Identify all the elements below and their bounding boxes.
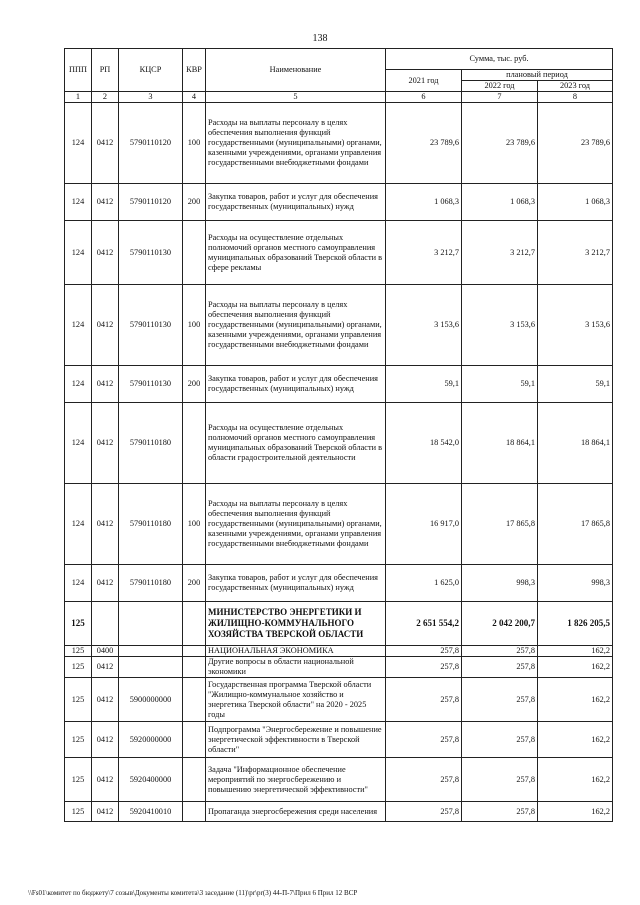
table-row: [65, 722, 613, 758]
rp-cell: 0412: [92, 802, 119, 822]
kvr-cell: 100: [183, 103, 206, 184]
rp-cell: 0412: [92, 403, 119, 484]
kvr-cell: 100: [183, 484, 206, 565]
amount-2021-cell: 16 917,0: [386, 484, 462, 565]
amount-2023-cell: 162,2: [538, 758, 613, 802]
amount-2023-cell: 18 864,1: [538, 403, 613, 484]
table-row: [65, 565, 613, 602]
kvr-cell: 200: [183, 366, 206, 403]
column-number: 6: [386, 92, 462, 103]
kcsr-cell: [119, 657, 183, 678]
ppp-cell: 124: [65, 484, 92, 565]
name-cell: Другие вопросы в области национальной экономики: [206, 657, 386, 678]
ppp-cell: 125: [65, 678, 92, 722]
column-number: 7: [462, 92, 538, 103]
ppp-cell: 125: [65, 802, 92, 822]
rp-cell: 0412: [92, 103, 119, 184]
name-cell: Закупка товаров, работ и услуг для обеспечения государственных (муниципальных) нужд: [206, 366, 386, 403]
kvr-cell: [183, 802, 206, 822]
name-cell: Задача "Информационное обеспечение мероприятий по энергосбережению и повышению энергетической эффективности": [206, 758, 386, 802]
header-2023: 2023 год: [538, 81, 613, 92]
amount-2021-cell: 18 542,0: [386, 403, 462, 484]
amount-2021-cell: 3 153,6: [386, 285, 462, 366]
table-row: [65, 403, 613, 484]
amount-2023-cell: 162,2: [538, 657, 613, 678]
amount-2022-cell: 257,8: [462, 657, 538, 678]
rp-cell: 0412: [92, 484, 119, 565]
kcsr-cell: 5790110120: [119, 103, 183, 184]
kcsr-cell: 5790110180: [119, 484, 183, 565]
kcsr-cell: 5920410010: [119, 802, 183, 822]
rp-cell: 0412: [92, 657, 119, 678]
ppp-cell: 124: [65, 103, 92, 184]
header-kvr: КВР: [183, 49, 206, 92]
ppp-cell: 124: [65, 366, 92, 403]
amount-2023-cell: 3 212,7: [538, 221, 613, 285]
kvr-cell: [183, 758, 206, 802]
table-row: [65, 285, 613, 366]
amount-2021-cell: 59,1: [386, 366, 462, 403]
table-row: [65, 484, 613, 565]
kcsr-cell: 5900000000: [119, 678, 183, 722]
table-header: [65, 49, 613, 103]
table-row: [65, 103, 613, 184]
ppp-cell: 125: [65, 657, 92, 678]
header-kcsr: КЦСР: [119, 49, 183, 92]
amount-2021-cell: 257,8: [386, 646, 462, 657]
kcsr-cell: 5790110130: [119, 285, 183, 366]
amount-2022-cell: 257,8: [462, 802, 538, 822]
table-row: [65, 758, 613, 802]
name-cell: Государственная программа Тверской области "Жилищно-коммунальное хозяйство и энергетика Тверской области" на 2020 - 2025 годы: [206, 678, 386, 722]
name-cell: Расходы на выплаты персоналу в целях обеспечения выполнения функций государственными (муниципальными) органами, казенными учреждениями, органами управления государственными внебюджетными фондами: [206, 103, 386, 184]
amount-2023-cell: 162,2: [538, 646, 613, 657]
amount-2022-cell: 257,8: [462, 678, 538, 722]
kcsr-cell: 5920000000: [119, 722, 183, 758]
ppp-cell: 124: [65, 184, 92, 221]
column-number: 5: [206, 92, 386, 103]
rp-cell: 0412: [92, 758, 119, 802]
kvr-cell: [183, 403, 206, 484]
budget-table: [64, 48, 613, 822]
column-number: 1: [65, 92, 92, 103]
kcsr-cell: 5790110130: [119, 366, 183, 403]
amount-2021-cell: 257,8: [386, 722, 462, 758]
kcsr-cell: 5790110180: [119, 565, 183, 602]
amount-2022-cell: 59,1: [462, 366, 538, 403]
header-2022: 2022 год: [462, 81, 538, 92]
table-body: [65, 103, 613, 822]
column-number-row: [65, 92, 613, 103]
table-row: [65, 646, 613, 657]
table-row: [65, 802, 613, 822]
ppp-cell: 124: [65, 285, 92, 366]
amount-2021-cell: 257,8: [386, 802, 462, 822]
amount-2021-cell: 1 625,0: [386, 565, 462, 602]
header-name: Наименование: [206, 49, 386, 92]
ppp-cell: 125: [65, 758, 92, 802]
amount-2023-cell: 162,2: [538, 678, 613, 722]
amount-2023-cell: 3 153,6: [538, 285, 613, 366]
column-number: 8: [538, 92, 613, 103]
name-cell: Закупка товаров, работ и услуг для обеспечения государственных (муниципальных) нужд: [206, 184, 386, 221]
amount-2021-cell: 257,8: [386, 678, 462, 722]
table-row: [65, 221, 613, 285]
rp-cell: 0412: [92, 366, 119, 403]
amount-2023-cell: 162,2: [538, 802, 613, 822]
table-row: [65, 366, 613, 403]
amount-2022-cell: 18 864,1: [462, 403, 538, 484]
kvr-cell: [183, 722, 206, 758]
kcsr-cell: 5790110130: [119, 221, 183, 285]
amount-2021-cell: 2 651 554,2: [386, 602, 462, 646]
file-path-footer: \\Fs01\комитет по бюджету\7 созыв\Документы комитета\3 заседание (11)\pr\pr(3) 44-П-7\Прил 6 Прил 12 ВСР: [28, 889, 358, 897]
name-cell: Расходы на выплаты персоналу в целях обеспечения выполнения функций государственными (муниципальными) органами, казенными учреждениями, органами управления государственными внебюджетными фондами: [206, 484, 386, 565]
amount-2022-cell: 257,8: [462, 722, 538, 758]
amount-2021-cell: 3 212,7: [386, 221, 462, 285]
amount-2021-cell: 1 068,3: [386, 184, 462, 221]
ppp-cell: 125: [65, 602, 92, 646]
table-row: [65, 678, 613, 722]
kcsr-cell: [119, 646, 183, 657]
rp-cell: [92, 602, 119, 646]
rp-cell: 0412: [92, 678, 119, 722]
amount-2023-cell: 162,2: [538, 722, 613, 758]
name-cell: Пропаганда энергосбережения среди населения: [206, 802, 386, 822]
amount-2021-cell: 257,8: [386, 758, 462, 802]
kcsr-cell: 5790110120: [119, 184, 183, 221]
amount-2022-cell: 257,8: [462, 758, 538, 802]
name-cell: Подпрограмма "Энергосбережение и повышение энергетической эффективности в Тверской области": [206, 722, 386, 758]
kvr-cell: [183, 602, 206, 646]
header-2021: 2021 год: [386, 70, 462, 92]
amount-2022-cell: 257,8: [462, 646, 538, 657]
rp-cell: 0412: [92, 722, 119, 758]
column-number: 4: [183, 92, 206, 103]
amount-2023-cell: 23 789,6: [538, 103, 613, 184]
amount-2021-cell: 23 789,6: [386, 103, 462, 184]
ppp-cell: 124: [65, 403, 92, 484]
kcsr-cell: [119, 602, 183, 646]
amount-2023-cell: 998,3: [538, 565, 613, 602]
table-row: [65, 657, 613, 678]
amount-2022-cell: 1 068,3: [462, 184, 538, 221]
kvr-cell: 200: [183, 184, 206, 221]
amount-2022-cell: 3 212,7: [462, 221, 538, 285]
rp-cell: 0412: [92, 285, 119, 366]
ppp-cell: 125: [65, 646, 92, 657]
amount-2022-cell: 998,3: [462, 565, 538, 602]
amount-2022-cell: 3 153,6: [462, 285, 538, 366]
name-cell: Расходы на осуществление отдельных полномочий органов местного самоуправления муниципальных образований Тверской области в области градостроительной деятельности: [206, 403, 386, 484]
amount-2023-cell: 17 865,8: [538, 484, 613, 565]
kcsr-cell: 5790110180: [119, 403, 183, 484]
header-sum: Сумма, тыс. руб.: [386, 49, 613, 70]
table-row: [65, 184, 613, 221]
ppp-cell: 124: [65, 221, 92, 285]
amount-2023-cell: 1 826 205,5: [538, 602, 613, 646]
column-number: 3: [119, 92, 183, 103]
amount-2023-cell: 59,1: [538, 366, 613, 403]
kcsr-cell: 5920400000: [119, 758, 183, 802]
name-cell: Закупка товаров, работ и услуг для обеспечения государственных (муниципальных) нужд: [206, 565, 386, 602]
kvr-cell: [183, 657, 206, 678]
amount-2022-cell: 17 865,8: [462, 484, 538, 565]
rp-cell: 0412: [92, 565, 119, 602]
page-number: 138: [312, 33, 328, 44]
kvr-cell: [183, 678, 206, 722]
table-row: [65, 602, 613, 646]
header-rp: РП: [92, 49, 119, 92]
kvr-cell: 100: [183, 285, 206, 366]
rp-cell: 0400: [92, 646, 119, 657]
name-cell: НАЦИОНАЛЬНАЯ ЭКОНОМИКА: [206, 646, 386, 657]
kvr-cell: [183, 221, 206, 285]
kvr-cell: 200: [183, 565, 206, 602]
name-cell: Расходы на выплаты персоналу в целях обеспечения выполнения функций государственными (муниципальными) органами, казенными учреждениями, органами управления государственными внебюджетными фондами: [206, 285, 386, 366]
column-number: 2: [92, 92, 119, 103]
header-ppp: ППП: [65, 49, 92, 92]
header-plan-period: плановый период: [462, 70, 613, 81]
amount-2022-cell: 23 789,6: [462, 103, 538, 184]
amount-2023-cell: 1 068,3: [538, 184, 613, 221]
kvr-cell: [183, 646, 206, 657]
name-cell: Расходы на осуществление отдельных полномочий органов местного самоуправления муниципальных образований Тверской области в сфере рекламы: [206, 221, 386, 285]
amount-2022-cell: 2 042 200,7: [462, 602, 538, 646]
rp-cell: 0412: [92, 221, 119, 285]
amount-2021-cell: 257,8: [386, 657, 462, 678]
rp-cell: 0412: [92, 184, 119, 221]
ppp-cell: 124: [65, 565, 92, 602]
ppp-cell: 125: [65, 722, 92, 758]
name-cell: МИНИСТЕРСТВО ЭНЕРГЕТИКИ И ЖИЛИЩНО-КОММУНАЛЬНОГО ХОЗЯЙСТВА ТВЕРСКОЙ ОБЛАСТИ: [206, 602, 386, 646]
